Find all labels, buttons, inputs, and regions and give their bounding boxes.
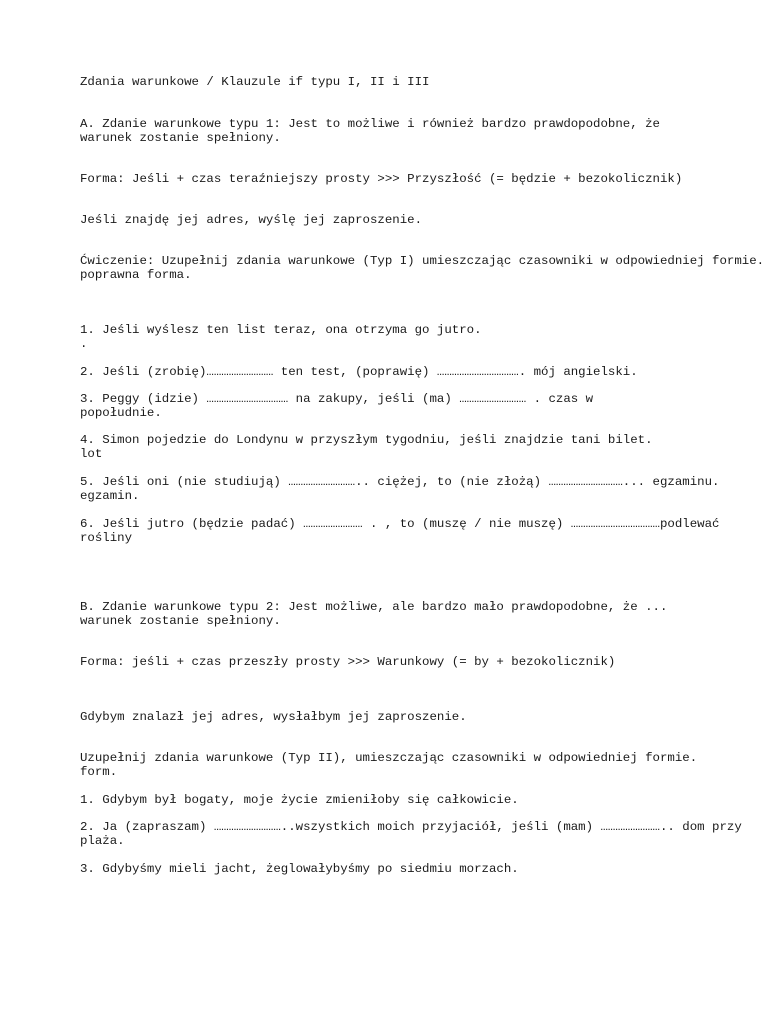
section-a-item-2: 2. Jeśli (zrobię)……………………… ten test, (poprawię) ……………………………. mój angielski. <box>80 365 638 379</box>
section-a-item-3: 3. Peggy (idzie) …………………………… na zakupy, jeśli (ma) ……………………… . czas w <box>80 392 594 406</box>
section-b-exercise-instruction: Uzupełnij zdania warunkowe (Typ II), umieszczając czasowniki w odpowiedniej formie. <box>80 751 698 765</box>
section-a-exercise-instruction-cont: poprawna forma. <box>80 268 192 282</box>
section-b-exercise-instruction-cont: form. <box>80 765 118 779</box>
section-b-heading: B. Zdanie warunkowe typu 2: Jest możliwe, ale bardzo mało prawdopodobne, że ... <box>80 600 668 614</box>
section-b-item-3: 3. Gdybyśmy mieli jacht, żeglowałybyśmy po siedmiu morzach. <box>80 862 519 876</box>
section-a-item-4: 4. Simon pojedzie do Londynu w przyszłym tygodniu, jeśli znajdzie tani bilet. <box>80 433 653 447</box>
section-a-item-1-cont: . <box>80 337 88 351</box>
section-a-item-6: 6. Jeśli jutro (będzie padać) …………………… . , to (muszę / nie muszę) ………………………………podlewać <box>80 517 720 531</box>
section-b-heading-cont: warunek zostanie spełniony. <box>80 614 281 628</box>
section-b-example: Gdybym znalazł jej adres, wysłałbym jej zaproszenie. <box>80 710 467 724</box>
section-a-item-3-cont: popołudnie. <box>80 406 162 420</box>
section-a-form: Forma: Jeśli + czas teraźniejszy prosty >>> Przyszłość (= będzie + bezokolicznik) <box>80 172 683 186</box>
section-a-exercise-instruction: Ćwiczenie: Uzupełnij zdania warunkowe (Typ I) umieszczając czasowniki w odpowiedniej formie. <box>80 254 765 268</box>
section-a-heading: A. Zdanie warunkowe typu 1: Jest to możliwe i również bardzo prawdopodobne, że <box>80 117 660 131</box>
section-b-form: Forma: jeśli + czas przeszły prosty >>> Warunkowy (= by + bezokolicznik) <box>80 655 616 669</box>
section-a-item-5: 5. Jeśli oni (nie studiują) ……………………….. ciężej, to (nie złożą) …………………………... egzaminu. <box>80 475 720 489</box>
section-a-item-5-cont: egzamin. <box>80 489 140 503</box>
document-title: Zdania warunkowe / Klauzule if typu I, II i III <box>80 75 430 89</box>
section-b-item-2: 2. Ja (zapraszam) ………………………..wszystkich moich przyjaciół, jeśli (mam) …………………….. dom przy <box>80 820 742 834</box>
section-a-example: Jeśli znajdę jej adres, wyślę jej zaproszenie. <box>80 213 423 227</box>
section-a-item-4-cont: lot <box>80 447 103 461</box>
section-a-heading-cont: warunek zostanie spełniony. <box>80 131 281 145</box>
section-b-item-2-cont: plaża. <box>80 834 125 848</box>
section-a-item-6-cont: rośliny <box>80 531 133 545</box>
section-b-item-1: 1. Gdybym był bogaty, moje życie zmieniłoby się całkowicie. <box>80 793 519 807</box>
section-a-item-1: 1. Jeśli wyślesz ten list teraz, ona otrzyma go jutro. <box>80 323 482 337</box>
